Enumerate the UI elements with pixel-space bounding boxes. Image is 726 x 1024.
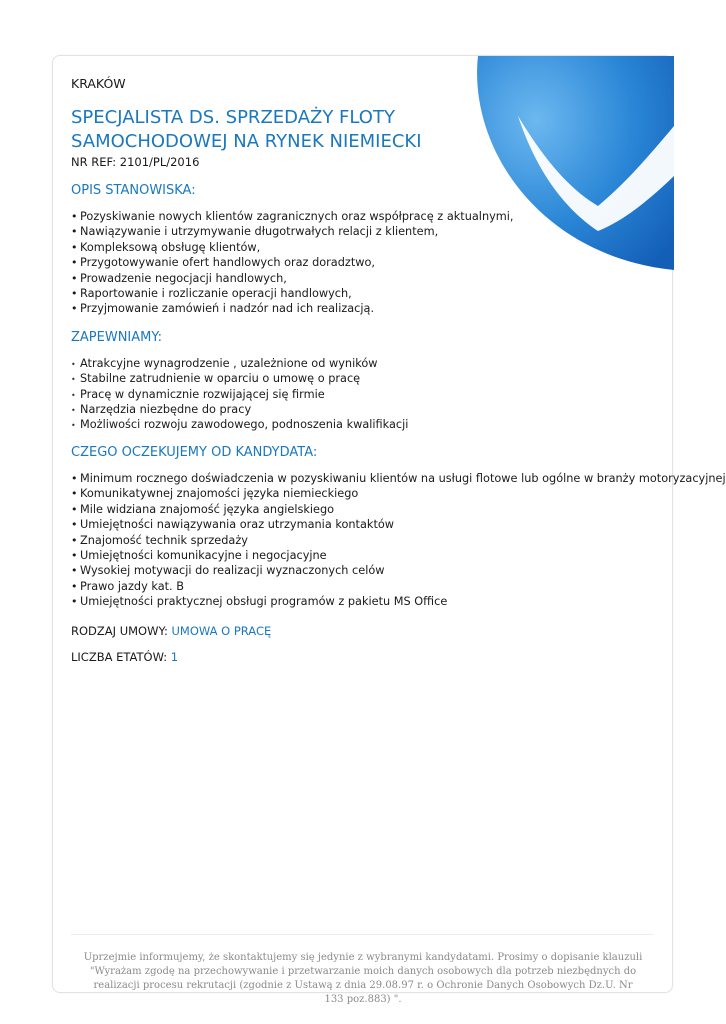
- list-item: • Możliwości rozwoju zawodowego, podnoszenia kwalifikacji: [71, 417, 661, 432]
- list-item: • Wysokiej motywacji do realizacji wyznaczonych celów: [71, 563, 661, 578]
- reference-number: NR REF: 2101/PL/2016: [71, 155, 200, 169]
- section-title-requirements: CZEGO OCZEKUJEMY OD KANDYDATA:: [71, 444, 318, 460]
- positions-count: [71, 650, 661, 665]
- list-item: • Umiejętności nawiązywania oraz utrzymania kontaktów: [71, 517, 661, 532]
- list-item: • Kompleksową obsługę klientów,: [71, 240, 661, 255]
- requirements-list: [71, 471, 726, 610]
- list-item: • Nawiązywanie i utrzymywanie długotrwałych relacji z klientem,: [71, 224, 661, 239]
- content-area: [71, 76, 726, 665]
- footer-divider: [71, 934, 653, 935]
- list-item: • Znajomość technik sprzedaży: [71, 533, 661, 548]
- list-item: • Prawo jazdy kat. B: [71, 579, 661, 594]
- contract-type-label: RODZAJ UMOWY:: [71, 623, 168, 638]
- job-location: KRAKÓW: [71, 76, 126, 91]
- list-item: • Mile widziana znajomość języka angielskiego: [71, 502, 661, 517]
- list-item: • Przyjmowanie zamówień i nadzór nad ich realizacją.: [71, 301, 661, 316]
- list-item: • Raportowanie i rozliczanie operacji handlowych,: [71, 286, 661, 301]
- contract-type-value: UMOWA O PRACĘ: [171, 623, 272, 638]
- list-item: • Pozyskiwanie nowych klientów zagranicznych oraz współpracę z aktualnymi,: [71, 209, 661, 224]
- list-item: • Stabilne zatrudnienie w oparciu o umowę o pracę: [71, 371, 661, 386]
- section-title-description: OPIS STANOWISKA:: [71, 183, 196, 198]
- list-item: • Przygotowywanie ofert handlowych oraz doradztwo,: [71, 255, 661, 270]
- list-item: • Narzędzia niezbędne do pracy: [71, 402, 661, 417]
- positions-count-value: 1: [170, 649, 179, 664]
- list-item: • Atrakcyjne wynagrodzenie , uzależnione od wyników: [71, 356, 661, 371]
- offer-list: [71, 356, 661, 433]
- list-item: • Umiejętności komunikacyjne i negocjacyjne: [71, 548, 661, 563]
- positions-count-label: LICZBA ETATÓW:: [71, 649, 168, 664]
- section-title-offer: ZAPEWNIAMY:: [71, 329, 162, 345]
- job-offer-card: [52, 55, 726, 1005]
- list-item: • Umiejętności praktycznej obsługi programów z pakietu MS Office: [71, 594, 661, 609]
- privacy-note: Uprzejmie informujemy, że skontaktujemy się jedynie z wybranymi kandydatami. Prosimy o dopisanie klauzuli "Wyrażam zgodę na przechowywanie i przetwarzanie moich danych osobowych dla potrzeb niezbędnych do realizacji procesu rekrutacji (zgodnie z Ustawą z dnia 29.08.97 r. o Ochronie Danych Osobowych Dz.U. Nr 133 poz.883) ".: [83, 952, 643, 1005]
- list-item: • Minimum rocznego doświadczenia w pozyskiwaniu klientów na usługi flotowe lub ogólne w branży motoryzacyjnej: [71, 471, 661, 486]
- description-list: [71, 209, 661, 317]
- job-title: SPECJALISTA DS. SPRZEDAŻY FLOTY SAMOCHODOWEJ NA RYNEK NIEMIECKI: [71, 107, 422, 152]
- list-item: • Prowadzenie negocjacji handlowych,: [71, 271, 661, 286]
- list-item: • Pracę w dynamicznie rozwijającej się firmie: [71, 387, 661, 402]
- contract-type: [71, 624, 661, 639]
- list-item: • Komunikatywnej znajomości języka niemieckiego: [71, 486, 661, 501]
